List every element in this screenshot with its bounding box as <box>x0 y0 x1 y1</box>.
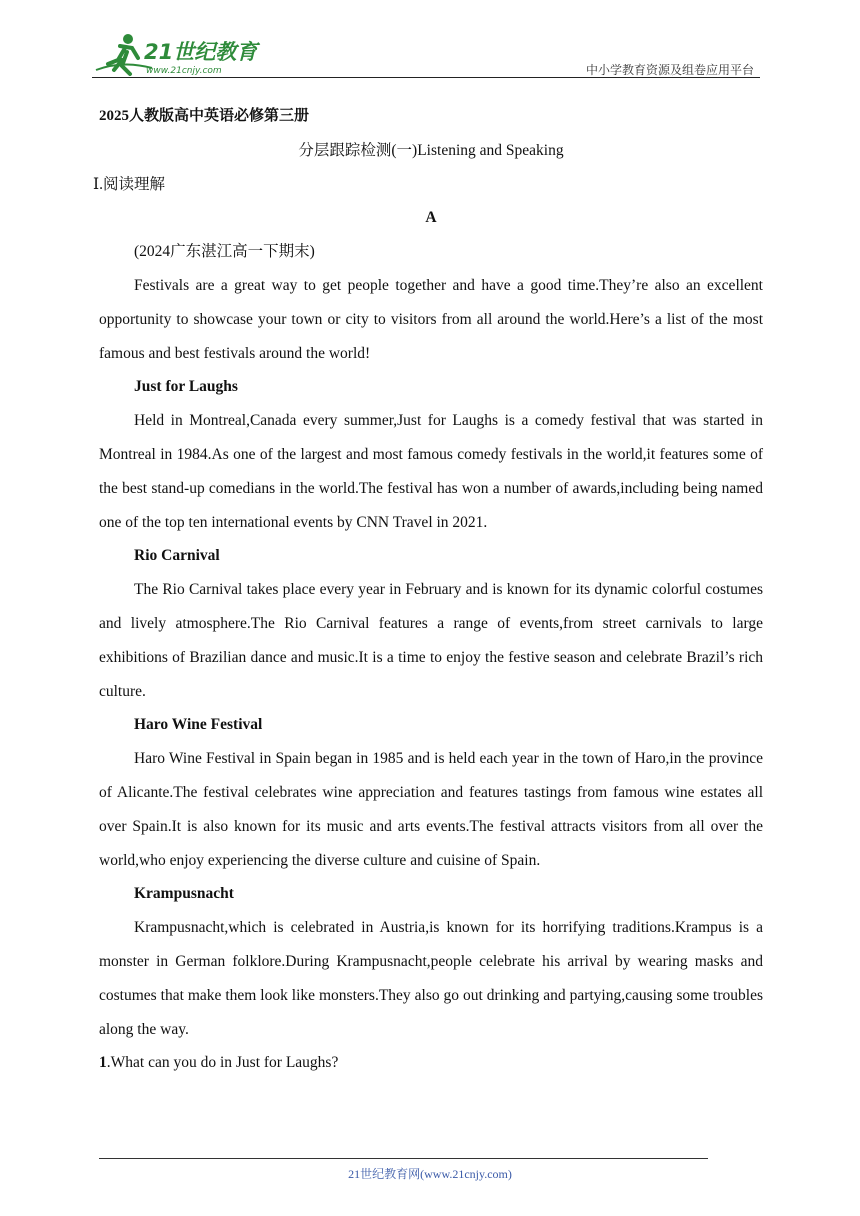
question-text: .What can you do in Just for Laughs? <box>106 1054 339 1072</box>
logo-text: 21世纪教育 <box>144 40 258 64</box>
doc-subtitle-text: 分层跟踪检测(一)Listening and Speaking <box>298 141 564 159</box>
logo-url: www.21cnjy.com <box>146 66 222 76</box>
doc-subtitle <box>99 134 763 168</box>
passage-source: (2024广东湛江高一下期末) <box>134 243 315 261</box>
festival-paragraph: Held in Montreal,Canada every summer,Just for Laughs is a comedy festival that was started in Montreal in 1984.As one of the largest and most famous comedy festivals in the world,it features some of the best stand-up comedians in the world.The festival has won a number of awards,including being named one of the top ten international events by CNN Travel in 2021. <box>99 412 763 531</box>
header-platform-text: 中小学教育资源及组卷应用平台 <box>585 63 754 77</box>
document-body <box>93 100 763 1080</box>
festival-paragraph: Haro Wine Festival in Spain began in 1985 and is held each year in the town of Haro,in the province of Alicante.The festival celebrates wine appreciation and features tastings from famous wine estates all over Spain.It is also known for its music and arts events.The festival attracts visitors from all over the world,who enjoy experiencing the diverse culture and cuisine of Spain. <box>99 750 763 869</box>
festival-heading: Krampusnacht <box>134 885 234 903</box>
question-number: 1 <box>99 1054 107 1072</box>
header-divider <box>92 77 760 78</box>
footer-divider <box>99 1158 708 1159</box>
festival-paragraph: The Rio Carnival takes place every year in February and is known for its dynamic colorful costumes and lively atmosphere.The Rio Carnival features a range of events,from street carnivals to large exhibitions of Brazilian dance and music.It is a time to enjoy the festive season and celebrate Brazil’s rich culture. <box>99 581 763 700</box>
section-heading: Ⅰ.阅读理解 <box>93 175 165 193</box>
question-1 <box>99 1046 763 1080</box>
page-header <box>92 30 760 78</box>
festival-heading: Just for Laughs <box>134 378 238 396</box>
doc-title: 2025人教版高中英语必修第三册 <box>99 108 310 124</box>
footer-text: 21世纪教育网(www.21cnjy.com) <box>348 1167 512 1181</box>
festival-heading: Haro Wine Festival <box>134 716 263 734</box>
logo <box>92 30 267 76</box>
festival-heading: Rio Carnival <box>134 547 220 565</box>
festival-paragraph: Krampusnacht,which is celebrated in Austria,is known for its horrifying traditions.Krampus is a monster in German folklore.During Krampusnacht,people celebrate his arrival by wearing masks and costumes that make them look like monsters.They also go out drinking and partying,causing some troubles along the way. <box>99 919 763 1038</box>
passage-label: A <box>425 209 437 227</box>
intro-paragraph: Festivals are a great way to get people together and have a good time.They’re also an excellent opportunity to showcase your town or city to visitors from all around the world.Here’s a list of the most famous and best festivals around the world! <box>99 276 763 362</box>
